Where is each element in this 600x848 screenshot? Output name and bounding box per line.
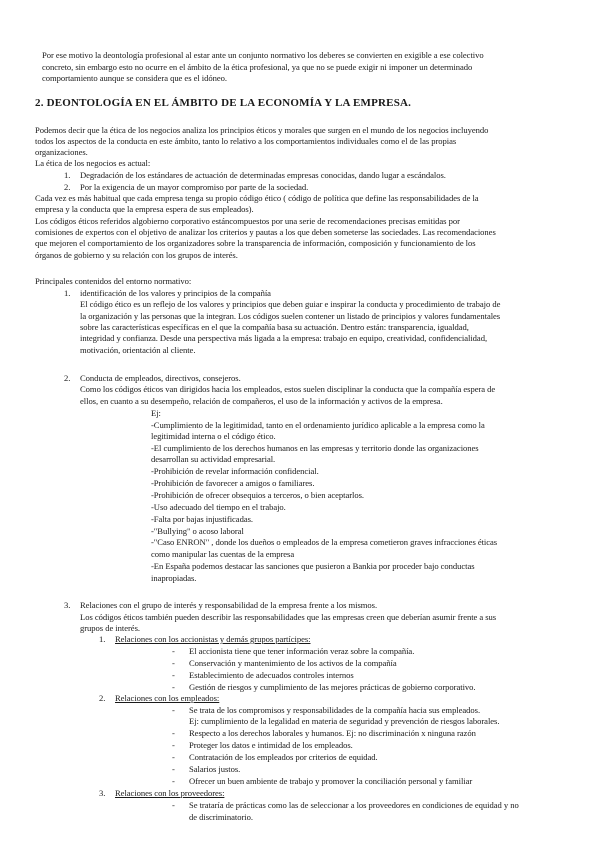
s2-title: Conducta de empleados, directivos, consejeros.	[80, 373, 241, 383]
s1-title: identificación de los valores y principios de la compañía	[80, 288, 271, 298]
s2-example-12: como manipular las cuentas de la empresa	[151, 549, 295, 559]
sub2-dash-2: -	[172, 728, 175, 738]
s3-line-1: Los códigos éticos también pueden describir las responsabilidades que las empresas creen que deberían asumir frente a sus	[80, 612, 497, 622]
s2-example-5: -Prohibición de revelar información confidencial.	[151, 466, 319, 476]
sub3-cont: de discriminatorio.	[189, 812, 253, 822]
sub2-dash-1: -	[172, 705, 175, 715]
s1-line-3: sobre las características específicas en el que la compañía basa su actuación. Dentro están: transparencia, igualdad,	[80, 322, 469, 332]
para1-line-2: todos los aspectos de la conducta en este ámbito, tanto lo relativo a los comportamientos individuales como el de las propias	[35, 136, 457, 146]
principales-label: Principales contenidos del entorno normativo:	[35, 276, 192, 286]
sub2-item-3: Proteger los datos e intimidad de los empleados.	[189, 740, 353, 750]
para1-line-3: organizaciones.	[35, 147, 88, 157]
intro-line-2: concreto, sin embargo esto no ocurre en el ámbito de la ética profesional, ya que no se puede exigir ni imponer un determinado	[42, 62, 473, 72]
para1-line-1: Podemos decir que la ética de los negocios analiza los principios éticos y morales que surgen en el mundo de los negocios incluyendo	[35, 125, 489, 135]
para2-line-4: comisiones de expertos con el objetivo de analizar los criterios y pautas a los que deben someterse las sociedades. Las recomendaciones	[35, 227, 496, 237]
sub2-dash-6: -	[172, 776, 175, 786]
actual-item-1: Degradación de los estándares de actuación de determinadas empresas conocidas, dando lugar a escándalos.	[80, 170, 446, 180]
s2-example-11: -"Caso ENRON" , donde los dueños o empleados de la empresa cometieron graves infracciones éticas	[151, 537, 498, 547]
s2-example-10: -"Bullying" o acoso laboral	[151, 526, 244, 536]
s3-title: Relaciones con el grupo de interés y responsabilidad de la empresa frente a los mismos.	[80, 600, 378, 610]
sub3-item-1: Se trataría de prácticas como las de seleccionar a los proveedores en condiciones de equidad y no	[189, 800, 519, 810]
s2-example-4: desarrollan su actividad empresarial.	[151, 454, 276, 464]
sub1-item-3: Establecimiento de adecuados controles internos	[189, 670, 354, 680]
s2-line-2: ellos, en cuanto a su desempeño, relación de compañeros, el uso de la información y activos de la empresa.	[80, 396, 443, 406]
sub2-dash-3: -	[172, 740, 175, 750]
para2-line-2: empresa y la conducta que la empresa espera de sus empleados).	[35, 204, 254, 214]
s2-example-9: -Falta por bajas injustificadas.	[151, 514, 253, 524]
actual-item-2: Por la exigencia de un mayor compromiso por parte de la sociedad.	[80, 182, 309, 192]
sub3-num: 3.	[99, 788, 106, 798]
sub2-title: Relaciones con los empleados:	[115, 693, 220, 703]
sub1-title: Relaciones con los accionistas y demás grupos partícipes:	[115, 634, 311, 644]
sub2-item-6: Ofrecer un buen ambiente de trabajo y promover la conciliación personal y familiar	[189, 776, 473, 786]
s2-example-14: inapropiadas.	[151, 573, 197, 583]
s2-example-6: -Prohibición de favorecer a amigos o familiares.	[151, 478, 315, 488]
para2-line-5: que mejoren el comportamiento de los organizadores sobre la transparencia de información, composición y funcionamiento de los	[35, 238, 476, 248]
sub2-num: 2.	[99, 693, 106, 703]
para2-line-3: Los códigos éticos referidos algobierno corporativo estáncompuestos por una serie de recomendaciones precisas emitidas por	[35, 216, 460, 226]
sub2-item-4: Contratación de los empleados por criterios de equidad.	[189, 752, 378, 762]
s2-example-7: -Prohibición de ofrecer obsequios a terceros, o bien aceptarlos.	[151, 490, 364, 500]
actual-label: La ética de los negocios es actual:	[35, 158, 151, 168]
s3-line-2: grupos de interés.	[80, 623, 140, 633]
sub1-dash-2: -	[172, 658, 175, 668]
para2-line-1: Cada vez es más habitual que cada empresa tenga su propio código ético ( código de política que define las responsabilidades de la	[35, 193, 479, 203]
sub1-item-1: El accionista tiene que tener información veraz sobre la compañía.	[189, 646, 415, 656]
actual-item-2-num: 2.	[64, 182, 71, 192]
s2-example-8: -Uso adecuado del tiempo en el trabajo.	[151, 502, 286, 512]
sub2-ej-line: Ej: cumplimiento de la legalidad en materia de seguridad y prevención de riesgos laborales.	[189, 716, 500, 726]
s3-num: 3.	[64, 600, 71, 610]
para2-line-6: órganos de gobierno y su relación con los grupos de interés.	[35, 250, 238, 260]
sub2-item-2: Respecto a los derechos laborales y humanos. Ej: no discriminación x ninguna razón	[189, 728, 476, 738]
section-heading: 2. DEONTOLOGÍA EN EL ÁMBITO DE LA ECONOMÍA Y LA EMPRESA.	[35, 97, 412, 109]
sub2-dash-4: -	[172, 752, 175, 762]
s2-num: 2.	[64, 373, 71, 383]
sub2-dash-5: -	[172, 764, 175, 774]
sub3-title: Relaciones con los proveedores:	[115, 788, 225, 798]
s1-line-2: la organización y las personas que la integran. Los códigos suelen contener un listado de principios y valores fundamentales	[80, 311, 501, 321]
sub1-dash-3: -	[172, 670, 175, 680]
s1-num: 1.	[64, 288, 71, 298]
sub1-num: 1.	[99, 634, 106, 644]
intro-line-3: comportamiento aunque se considera que es el idóneo.	[42, 73, 227, 83]
sub1-dash-1: -	[172, 646, 175, 656]
s2-example-13: -En España podemos destacar las sanciones que pusieron a Bankia por proceder bajo conductas	[151, 561, 475, 571]
s1-line-1: El código ético es un reflejo de los valores y principios que deben guiar e inspirar la conducta y procedimiento de trabajo de	[80, 299, 501, 309]
intro-line-1: Por ese motivo la deontología profesional al estar ante un conjunto normativo los deberes se convierten en exigible a ese colectivo	[42, 50, 484, 60]
s2-ej-label: Ej:	[151, 408, 161, 418]
actual-item-1-num: 1.	[64, 170, 71, 180]
s1-line-4: integridad y confianza. Desde una perspectiva más ligada a la empresa: trabajo en equipo, creatividad, confidencialidad,	[80, 333, 488, 343]
sub1-item-2: Conservación y mantenimiento de los activos de la compañía	[189, 658, 397, 668]
sub1-item-4: Gestión de riesgos y cumplimiento de las mejores prácticas de gobierno corporativo.	[189, 682, 476, 692]
s2-line-1: Como los códigos éticos van dirigidos hacia los empleados, estos suelen disciplinar la conducta que la compañía espera de	[80, 384, 496, 394]
s2-example-3: -El cumplimiento de los derechos humanos en las empresas y territorio donde las organizaciones	[151, 443, 479, 453]
s2-example-2: legitimidad interna o el código ético.	[151, 431, 276, 441]
sub1-dash-4: -	[172, 682, 175, 692]
sub2-item-5: Salarios justos.	[189, 764, 241, 774]
s2-example-1: -Cumplimiento de la legitimidad, tanto en el ordenamiento jurídico aplicable a la empresa como la	[151, 420, 485, 430]
sub3-dash-1: -	[172, 800, 175, 810]
s1-line-5: motivación, orientación al cliente.	[80, 345, 196, 355]
sub2-item-1: Se trata de los compromisos y responsabilidades de la compañía hacia sus empleados.	[189, 705, 481, 715]
